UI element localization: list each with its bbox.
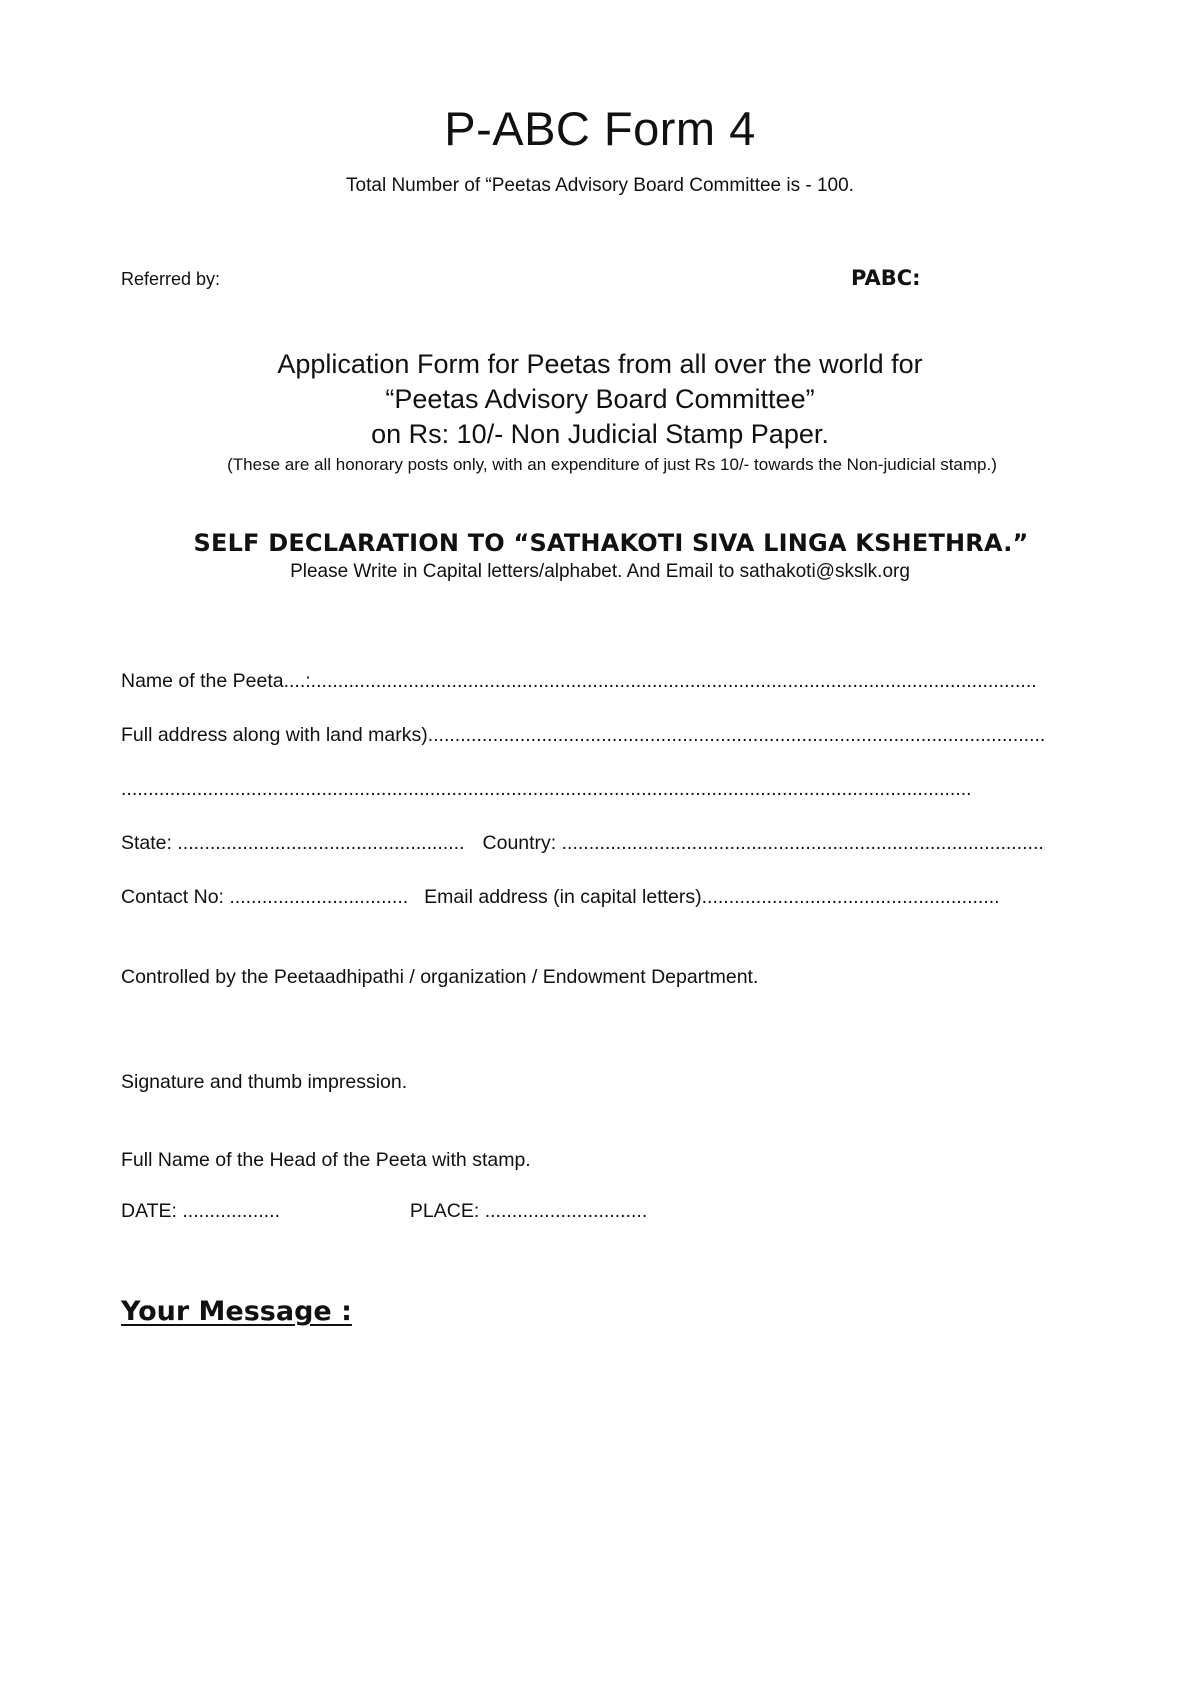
date-field[interactable]: DATE: .................. xyxy=(121,1200,280,1222)
head-name-label[interactable]: Full Name of the Head of the Peeta with stamp. xyxy=(121,1149,531,1171)
state-country-row xyxy=(121,831,1044,855)
signature-label[interactable]: Signature and thumb impression. xyxy=(121,1071,408,1093)
self-declaration-heading: SELF DECLARATION TO “SATHAKOTI SIVA LINGA KSHETHRA.” xyxy=(193,529,1029,557)
contact-email-row xyxy=(121,885,1000,909)
place-field[interactable]: PLACE: .............................. xyxy=(409,1200,648,1222)
full-address-field[interactable]: Full address along with land marks).................................................................................................................. xyxy=(121,724,1046,746)
contact-number-field[interactable]: Contact No: ................................. xyxy=(121,886,409,908)
date-place-row xyxy=(121,1199,647,1223)
committee-count-subtitle: Total Number of “Peetas Advisory Board Committee is - 100. xyxy=(346,175,854,196)
honorary-posts-note: (These are all honorary posts only, with an expenditure of just Rs 10/- towards the Non-judicial stamp.) xyxy=(227,455,997,474)
capital-letters-instruction: Please Write in Capital letters/alphabet. And Email to sathakoti@skslk.org xyxy=(290,561,910,582)
peeta-name-field[interactable]: Name of the Peeta....:...................................................................................................................................... xyxy=(121,670,1037,692)
form-title: P-ABC Form 4 xyxy=(444,102,756,155)
pabc-label: PABC: xyxy=(851,266,921,290)
your-message-heading: Your Message : xyxy=(121,1296,352,1327)
state-field[interactable]: State: ..................................................... xyxy=(121,832,465,854)
address-continuation-field[interactable]: ............................................................................................................................................................. xyxy=(121,778,972,800)
application-heading-line-3: on Rs: 10/- Non Judicial Stamp Paper. xyxy=(371,419,829,449)
application-heading-line-1: Application Form for Peetas from all over the world for xyxy=(277,349,923,379)
application-heading-line-2: “Peetas Advisory Board Committee” xyxy=(385,384,815,414)
country-field[interactable]: Country: ......................................................................................... xyxy=(482,832,1044,854)
email-address-field[interactable]: Email address (in capital letters)....................................................... xyxy=(424,886,1000,908)
controlled-by-statement: Controlled by the Peetaadhipathi / organization / Endowment Department. xyxy=(121,966,759,988)
referred-by-label: Referred by: xyxy=(121,269,221,289)
